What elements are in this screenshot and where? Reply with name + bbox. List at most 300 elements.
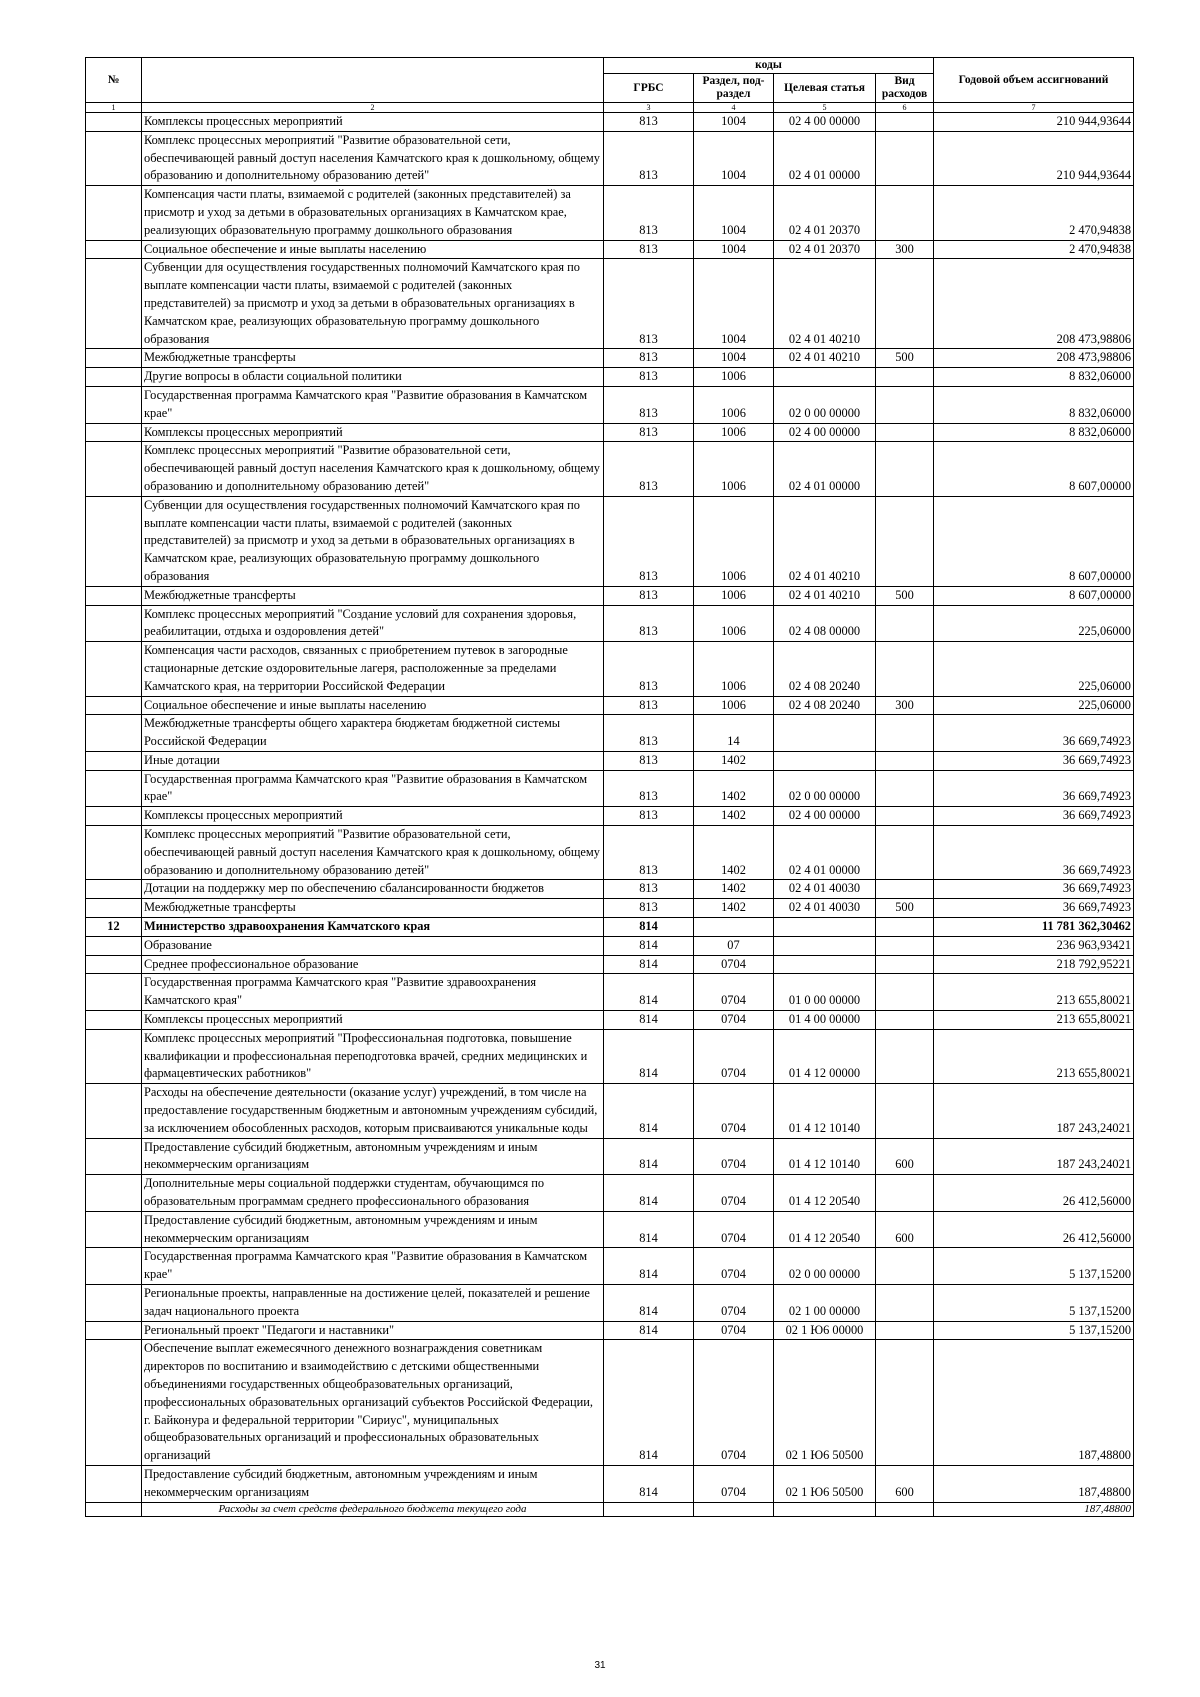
row-razdel: 1006 (694, 442, 774, 496)
row-number (86, 586, 142, 605)
column-number: 3 (604, 103, 694, 113)
row-sum: 210 944,93644 (934, 113, 1134, 132)
row-name: Субвенции для осуществления государственных полномочий Камчатского края по выплате компенсации части платы, взимаемой с родителей (законных представителей) за присмотр и уход за детьми в образовательных организациях в Камчатском крае, реализующих образовательную программу дошкольного образования (142, 259, 604, 349)
row-grbs: 813 (604, 715, 694, 752)
row-sum: 225,06000 (934, 696, 1134, 715)
row-sum: 11 781 362,30462 (934, 918, 1134, 937)
table-row (86, 131, 1134, 185)
header-grbs: ГРБС (604, 74, 694, 103)
table-row (86, 751, 1134, 770)
row-number (86, 442, 142, 496)
row-article: 02 0 00 00000 (774, 386, 876, 423)
row-grbs: 813 (604, 131, 694, 185)
row-sum: 36 669,74923 (934, 751, 1134, 770)
table-row (86, 974, 1134, 1011)
row-razdel: 0704 (694, 1340, 774, 1466)
row-name: Расходы за счет средств федерального бюджета текущего года (142, 1502, 604, 1516)
row-razdel: 0704 (694, 1029, 774, 1083)
row-article: 02 4 01 00000 (774, 131, 876, 185)
row-article: 02 4 01 40210 (774, 496, 876, 586)
row-razdel: 1006 (694, 586, 774, 605)
row-vid (876, 386, 934, 423)
row-vid (876, 955, 934, 974)
row-article: 02 4 08 20240 (774, 696, 876, 715)
row-razdel: 1402 (694, 899, 774, 918)
row-grbs: 813 (604, 642, 694, 696)
row-vid: 600 (876, 1465, 934, 1502)
row-razdel (694, 1502, 774, 1516)
row-sum: 213 655,80021 (934, 1011, 1134, 1030)
row-number (86, 1321, 142, 1340)
row-name: Комплексы процессных мероприятий (142, 113, 604, 132)
row-name: Другие вопросы в области социальной политики (142, 368, 604, 387)
table-row (86, 826, 1134, 880)
table-row (86, 1285, 1134, 1322)
row-name: Государственная программа Камчатского края "Развитие здравоохранения Камчатского края" (142, 974, 604, 1011)
row-grbs: 813 (604, 113, 694, 132)
row-number (86, 826, 142, 880)
row-article (774, 918, 876, 937)
row-grbs: 813 (604, 442, 694, 496)
header-codes: коды (604, 58, 934, 74)
row-vid (876, 936, 934, 955)
row-vid (876, 1285, 934, 1322)
row-number (86, 240, 142, 259)
row-number (86, 259, 142, 349)
table-row (86, 918, 1134, 937)
row-name: Компенсация части расходов, связанных с приобретением путевок в загородные стационарные детские оздоровительные лагеря, расположенные за пределами Камчатского края, на территории Российской Федерации (142, 642, 604, 696)
row-razdel: 1004 (694, 259, 774, 349)
row-sum: 213 655,80021 (934, 974, 1134, 1011)
row-sum: 187,48800 (934, 1502, 1134, 1516)
row-vid (876, 186, 934, 240)
note-row (86, 1502, 1134, 1516)
row-vid (876, 642, 934, 696)
row-vid: 500 (876, 899, 934, 918)
row-sum: 218 792,95221 (934, 955, 1134, 974)
row-name: Социальное обеспечение и иные выплаты населению (142, 696, 604, 715)
row-razdel: 1006 (694, 605, 774, 642)
row-grbs: 814 (604, 1029, 694, 1083)
row-article: 02 4 01 40030 (774, 899, 876, 918)
row-vid: 600 (876, 1211, 934, 1248)
header-article: Целевая статья (774, 74, 876, 103)
row-grbs: 813 (604, 605, 694, 642)
row-name: Региональный проект "Педагоги и наставники" (142, 1321, 604, 1340)
row-vid (876, 715, 934, 752)
table-row (86, 1465, 1134, 1502)
row-article (774, 715, 876, 752)
row-number (86, 131, 142, 185)
row-number (86, 715, 142, 752)
row-sum: 8 832,06000 (934, 423, 1134, 442)
row-sum: 36 669,74923 (934, 807, 1134, 826)
row-razdel: 0704 (694, 1011, 774, 1030)
table-row (86, 1340, 1134, 1466)
row-grbs: 813 (604, 770, 694, 807)
row-name: Региональные проекты, направленные на достижение целей, показателей и решение задач национального проекта (142, 1285, 604, 1322)
row-vid (876, 1340, 934, 1466)
row-article: 01 4 00 00000 (774, 1011, 876, 1030)
row-name: Обеспечение выплат ежемесячного денежного вознаграждения советникам директоров по воспитанию и взаимодействию с детскими общественными объединениями государственных общеобразовательных организаций, профессиональных образовательных организаций субъектов Российской Федерации, г. Байконура и федеральной территории "Сириус", муниципальных общеобразовательных организаций и профессиональных образовательных организаций (142, 1340, 604, 1466)
row-vid (876, 496, 934, 586)
row-sum: 36 669,74923 (934, 770, 1134, 807)
row-razdel: 0704 (694, 955, 774, 974)
row-article (774, 955, 876, 974)
row-razdel: 1006 (694, 642, 774, 696)
row-vid (876, 918, 934, 937)
row-number (86, 1211, 142, 1248)
table-row (86, 899, 1134, 918)
table-row (86, 113, 1134, 132)
row-number (86, 423, 142, 442)
header-name (142, 58, 604, 103)
row-name: Комплексы процессных мероприятий (142, 807, 604, 826)
table-row (86, 349, 1134, 368)
row-sum: 26 412,56000 (934, 1175, 1134, 1212)
row-grbs: 813 (604, 423, 694, 442)
row-vid (876, 423, 934, 442)
row-sum: 187,48800 (934, 1465, 1134, 1502)
row-number (86, 496, 142, 586)
row-number (86, 1084, 142, 1138)
row-grbs: 814 (604, 1340, 694, 1466)
row-grbs (604, 1502, 694, 1516)
row-vid: 300 (876, 240, 934, 259)
row-razdel: 14 (694, 715, 774, 752)
row-name: Межбюджетные трансферты (142, 899, 604, 918)
row-grbs: 814 (604, 955, 694, 974)
row-number (86, 368, 142, 387)
table-row (86, 770, 1134, 807)
table-row (86, 642, 1134, 696)
row-sum: 208 473,98806 (934, 349, 1134, 368)
row-sum: 26 412,56000 (934, 1211, 1134, 1248)
row-article: 02 4 01 00000 (774, 442, 876, 496)
row-sum: 5 137,15200 (934, 1285, 1134, 1322)
row-razdel: 1004 (694, 131, 774, 185)
row-article: 02 4 08 20240 (774, 642, 876, 696)
row-grbs: 814 (604, 1285, 694, 1322)
row-article: 01 4 12 20540 (774, 1211, 876, 1248)
row-vid: 500 (876, 349, 934, 368)
row-number (86, 899, 142, 918)
row-vid (876, 1084, 934, 1138)
row-vid (876, 131, 934, 185)
row-razdel: 0704 (694, 1321, 774, 1340)
row-sum: 8 832,06000 (934, 386, 1134, 423)
row-name: Межбюджетные трансферты (142, 586, 604, 605)
row-sum: 36 669,74923 (934, 899, 1134, 918)
row-number (86, 696, 142, 715)
table-row (86, 259, 1134, 349)
page-number: 31 (594, 1660, 606, 1671)
row-sum: 2 470,94838 (934, 240, 1134, 259)
row-article: 02 1 Ю6 00000 (774, 1321, 876, 1340)
row-name: Предоставление субсидий бюджетным, автономным учреждениям и иным некоммерческим организациям (142, 1465, 604, 1502)
row-grbs: 814 (604, 1138, 694, 1175)
row-name: Межбюджетные трансферты (142, 349, 604, 368)
row-vid (876, 113, 934, 132)
row-sum: 5 137,15200 (934, 1248, 1134, 1285)
row-vid: 300 (876, 696, 934, 715)
table-row (86, 1138, 1134, 1175)
row-name: Социальное обеспечение и иные выплаты населению (142, 240, 604, 259)
table-row (86, 240, 1134, 259)
row-article: 02 1 00 00000 (774, 1285, 876, 1322)
column-number: 7 (934, 103, 1134, 113)
row-sum: 210 944,93644 (934, 131, 1134, 185)
table-row (86, 1011, 1134, 1030)
row-article: 02 4 01 40030 (774, 880, 876, 899)
row-grbs: 814 (604, 1084, 694, 1138)
table-row (86, 1084, 1134, 1138)
row-article: 02 4 01 40210 (774, 259, 876, 349)
table-row (86, 368, 1134, 387)
row-razdel: 1006 (694, 696, 774, 715)
row-grbs: 813 (604, 259, 694, 349)
row-article: 02 1 Ю6 50500 (774, 1465, 876, 1502)
row-vid (876, 1248, 934, 1285)
row-sum: 5 137,15200 (934, 1321, 1134, 1340)
table-row (86, 605, 1134, 642)
row-number (86, 1248, 142, 1285)
row-vid (876, 259, 934, 349)
row-name: Государственная программа Камчатского края "Развитие образования в Камчатском крае" (142, 770, 604, 807)
row-sum: 187,48800 (934, 1340, 1134, 1466)
row-razdel: 0704 (694, 1248, 774, 1285)
row-article: 02 4 00 00000 (774, 807, 876, 826)
row-grbs: 814 (604, 1465, 694, 1502)
row-name: Комплексы процессных мероприятий (142, 1011, 604, 1030)
row-name: Субвенции для осуществления государственных полномочий Камчатского края по выплате компенсации части платы, взимаемой с родителей (законных представителей) за присмотр и уход за детьми в образовательных организациях в Камчатском крае, реализующих образовательную программу дошкольного образования (142, 496, 604, 586)
table-header (86, 58, 1134, 113)
row-vid (876, 826, 934, 880)
row-razdel: 1006 (694, 368, 774, 387)
table-row (86, 880, 1134, 899)
row-vid (876, 1175, 934, 1212)
row-article: 02 1 Ю6 50500 (774, 1340, 876, 1466)
row-name: Предоставление субсидий бюджетным, автономным учреждениям и иным некоммерческим организациям (142, 1138, 604, 1175)
row-number (86, 186, 142, 240)
row-sum: 187 243,24021 (934, 1084, 1134, 1138)
row-number: 12 (86, 918, 142, 937)
row-number (86, 1340, 142, 1466)
row-name: Компенсация части платы, взимаемой с родителей (законных представителей) за присмотр и уход за детьми в образовательных организациях в Камчатском крае, реализующих образовательную программу дошкольного образования (142, 186, 604, 240)
row-grbs: 813 (604, 186, 694, 240)
row-sum: 225,06000 (934, 642, 1134, 696)
table-row (86, 1248, 1134, 1285)
row-name: Расходы на обеспечение деятельности (оказание услуг) учреждений, в том числе на предоставление государственным бюджетным и автономным учреждениям субсидий, за исключением обособленных расходов, которым присваиваются уникальные коды (142, 1084, 604, 1138)
row-name: Министерство здравоохранения Камчатского края (142, 918, 604, 937)
row-grbs: 813 (604, 807, 694, 826)
row-razdel (694, 918, 774, 937)
column-number: 1 (86, 103, 142, 113)
header-vid: Вид расходов (876, 74, 934, 103)
row-name: Среднее профессиональное образование (142, 955, 604, 974)
row-number (86, 955, 142, 974)
header-razdel: Раздел, под-раздел (694, 74, 774, 103)
row-vid (876, 1321, 934, 1340)
row-razdel: 0704 (694, 1285, 774, 1322)
header-sum: Годовой объем ассигнований (934, 58, 1134, 103)
row-sum: 8 832,06000 (934, 368, 1134, 387)
row-razdel: 0704 (694, 1175, 774, 1212)
row-grbs: 813 (604, 696, 694, 715)
row-number (86, 1011, 142, 1030)
row-number (86, 751, 142, 770)
row-article: 01 4 12 10140 (774, 1084, 876, 1138)
row-grbs: 814 (604, 918, 694, 937)
row-grbs: 813 (604, 899, 694, 918)
table-row (86, 386, 1134, 423)
table-row (86, 1321, 1134, 1340)
row-razdel: 1004 (694, 186, 774, 240)
row-article: 02 4 01 40210 (774, 349, 876, 368)
row-article: 02 4 01 20370 (774, 186, 876, 240)
row-name: Межбюджетные трансферты общего характера бюджетам бюджетной системы Российской Федерации (142, 715, 604, 752)
row-sum: 8 607,00000 (934, 586, 1134, 605)
row-vid (876, 974, 934, 1011)
row-razdel: 0704 (694, 1211, 774, 1248)
row-grbs: 813 (604, 751, 694, 770)
row-grbs: 814 (604, 1211, 694, 1248)
row-number (86, 386, 142, 423)
row-sum: 236 963,93421 (934, 936, 1134, 955)
table-row (86, 1175, 1134, 1212)
row-grbs: 813 (604, 880, 694, 899)
table-row (86, 423, 1134, 442)
row-name: Комплекс процессных мероприятий "Развитие образовательной сети, обеспечивающей равный доступ населения Камчатского края к дошкольному, общему образованию и дополнительному образованию детей" (142, 826, 604, 880)
row-name: Государственная программа Камчатского края "Развитие образования в Камчатском крае" (142, 1248, 604, 1285)
row-number (86, 1465, 142, 1502)
row-article: 02 4 01 20370 (774, 240, 876, 259)
row-number (86, 1175, 142, 1212)
budget-table (85, 57, 1134, 1517)
table-row (86, 936, 1134, 955)
table-row (86, 715, 1134, 752)
row-article (774, 936, 876, 955)
column-number: 4 (694, 103, 774, 113)
row-grbs: 813 (604, 826, 694, 880)
header-num: № (86, 58, 142, 103)
row-name: Образование (142, 936, 604, 955)
row-razdel: 1004 (694, 113, 774, 132)
row-number (86, 1138, 142, 1175)
row-article: 02 4 01 40210 (774, 586, 876, 605)
row-sum: 2 470,94838 (934, 186, 1134, 240)
row-sum: 225,06000 (934, 605, 1134, 642)
row-razdel: 0704 (694, 974, 774, 1011)
row-razdel: 0704 (694, 1465, 774, 1502)
row-grbs: 814 (604, 1321, 694, 1340)
column-number: 6 (876, 103, 934, 113)
row-number (86, 974, 142, 1011)
row-name: Государственная программа Камчатского края "Развитие образования в Камчатском крае" (142, 386, 604, 423)
table-row (86, 696, 1134, 715)
row-article: 02 4 08 00000 (774, 605, 876, 642)
row-name: Комплекс процессных мероприятий "Создание условий для сохранения здоровья, реабилитации, отдыха и оздоровления детей" (142, 605, 604, 642)
row-razdel: 1402 (694, 826, 774, 880)
row-vid: 500 (876, 586, 934, 605)
row-number (86, 1029, 142, 1083)
row-vid (876, 1011, 934, 1030)
row-grbs: 813 (604, 349, 694, 368)
column-number: 5 (774, 103, 876, 113)
row-name: Комплексы процессных мероприятий (142, 423, 604, 442)
row-grbs: 814 (604, 1248, 694, 1285)
row-sum: 8 607,00000 (934, 496, 1134, 586)
row-article: 02 4 01 00000 (774, 826, 876, 880)
row-name: Дополнительные меры социальной поддержки студентам, обучающимся по образовательным программам среднего профессионального образования (142, 1175, 604, 1212)
row-sum: 208 473,98806 (934, 259, 1134, 349)
row-number (86, 936, 142, 955)
row-name: Дотации на поддержку мер по обеспечению сбалансированности бюджетов (142, 880, 604, 899)
row-grbs: 814 (604, 936, 694, 955)
row-number (86, 880, 142, 899)
row-article: 02 0 00 00000 (774, 770, 876, 807)
row-article: 02 4 00 00000 (774, 423, 876, 442)
table-row (86, 442, 1134, 496)
row-name: Предоставление субсидий бюджетным, автономным учреждениям и иным некоммерческим организациям (142, 1211, 604, 1248)
row-article: 01 0 00 00000 (774, 974, 876, 1011)
row-razdel: 1402 (694, 880, 774, 899)
row-grbs: 814 (604, 1011, 694, 1030)
row-razdel: 07 (694, 936, 774, 955)
row-article: 02 0 00 00000 (774, 1248, 876, 1285)
row-razdel: 1004 (694, 349, 774, 368)
row-number (86, 349, 142, 368)
row-grbs: 813 (604, 386, 694, 423)
row-article: 01 4 12 20540 (774, 1175, 876, 1212)
row-vid: 600 (876, 1138, 934, 1175)
row-number (86, 1285, 142, 1322)
row-article (774, 368, 876, 387)
row-razdel: 1402 (694, 807, 774, 826)
row-razdel: 1402 (694, 751, 774, 770)
row-vid (876, 751, 934, 770)
row-razdel: 0704 (694, 1084, 774, 1138)
row-sum: 36 669,74923 (934, 880, 1134, 899)
row-name: Комплекс процессных мероприятий "Развитие образовательной сети, обеспечивающей равный доступ населения Камчатского края к дошкольному, общему образованию и дополнительному образованию детей" (142, 131, 604, 185)
row-number (86, 642, 142, 696)
row-article (774, 1502, 876, 1516)
row-vid (876, 770, 934, 807)
row-sum: 187 243,24021 (934, 1138, 1134, 1175)
table-row (86, 1029, 1134, 1083)
row-sum: 213 655,80021 (934, 1029, 1134, 1083)
row-vid (876, 807, 934, 826)
row-grbs: 813 (604, 586, 694, 605)
row-name: Комплекс процессных мероприятий "Профессиональная подготовка, повышение квалификации и профессиональная переподготовка врачей, средних медицинских и фармацевтических работников" (142, 1029, 604, 1083)
row-name: Комплекс процессных мероприятий "Развитие образовательной сети, обеспечивающей равный доступ населения Камчатского края к дошкольному, общему образованию и дополнительному образованию детей" (142, 442, 604, 496)
row-grbs: 813 (604, 368, 694, 387)
row-article (774, 751, 876, 770)
row-razdel: 1402 (694, 770, 774, 807)
row-article: 01 4 12 00000 (774, 1029, 876, 1083)
row-razdel: 1006 (694, 496, 774, 586)
column-number-row (86, 103, 1134, 113)
row-vid (876, 1502, 934, 1516)
row-razdel: 0704 (694, 1138, 774, 1175)
row-number (86, 1502, 142, 1516)
row-number (86, 807, 142, 826)
row-sum: 36 669,74923 (934, 826, 1134, 880)
row-razdel: 1006 (694, 386, 774, 423)
table-row (86, 807, 1134, 826)
row-grbs: 813 (604, 240, 694, 259)
row-grbs: 814 (604, 974, 694, 1011)
